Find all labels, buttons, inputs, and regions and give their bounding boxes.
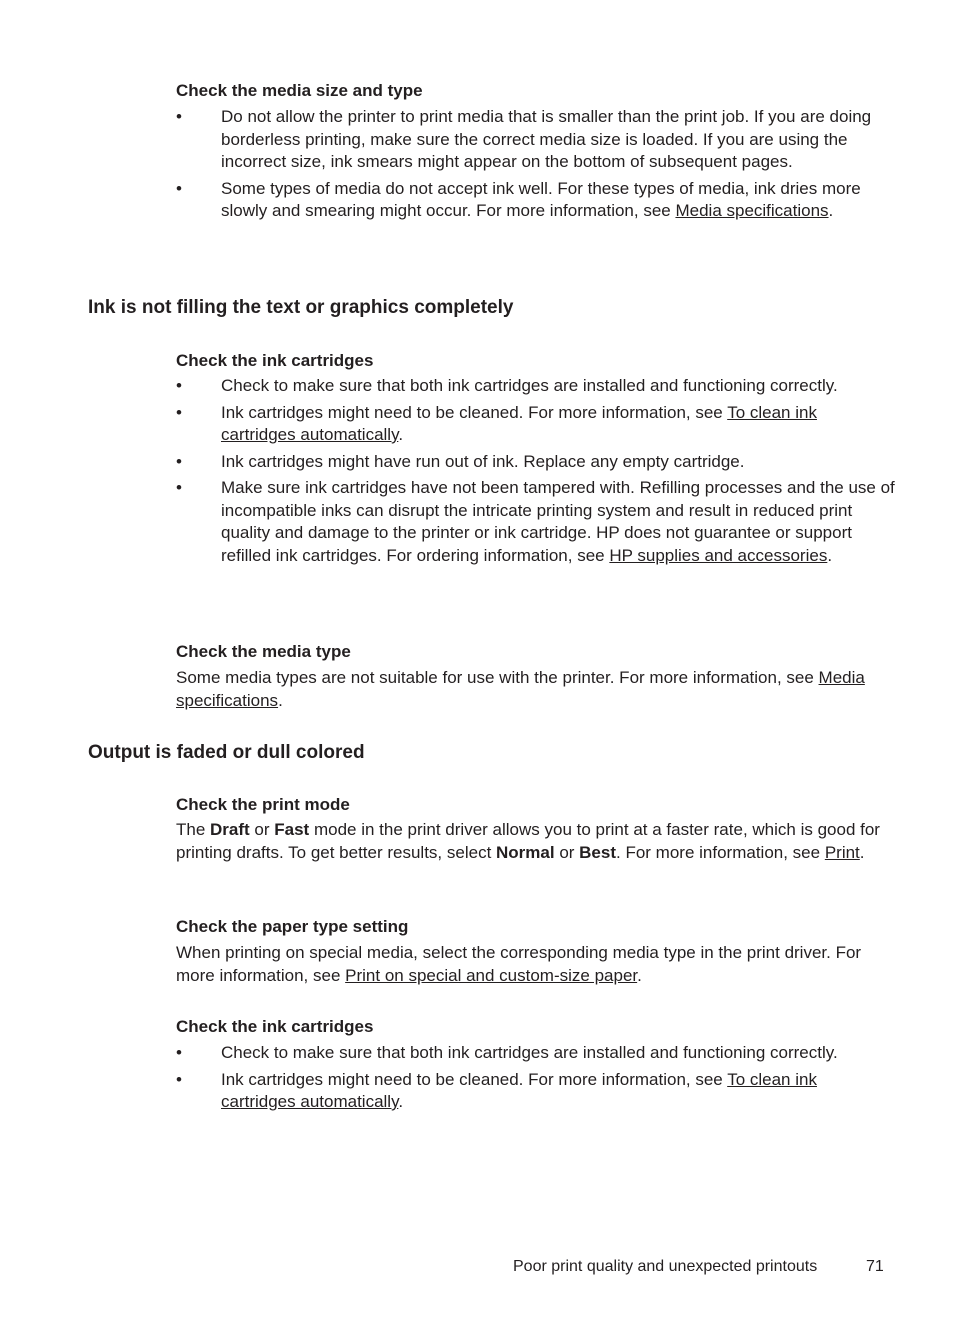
- list-item-text: Do not allow the printer to print media that is smaller than the print job. If you are doing borderless printing, make sure the correct media size is loaded. If you are using the incorrect size, ink smears might appear on the bottom of subsequent pages.: [221, 107, 872, 171]
- print-mode-paragraph: [176, 819, 896, 864]
- paragraph-text: . For more information, see: [616, 842, 825, 862]
- subheading-check-print-mode: Check the print mode: [176, 795, 350, 814]
- list-item: [176, 402, 896, 447]
- paragraph-text: When printing on special media, select the corresponding media type in the print driver. For more information, see: [176, 943, 862, 985]
- list-item-punct: .: [827, 545, 833, 565]
- list-item-text: Ink cartridges might need to be cleaned. For more information, see: [221, 1069, 728, 1089]
- paragraph-text: Some media types are not suitable for use with the printer. For more information, see: [176, 668, 819, 687]
- list-item: [176, 1042, 896, 1065]
- subheading-check-media-type: Check the media type: [176, 642, 351, 661]
- fast-mode-term: Fast: [274, 820, 310, 839]
- paper-type-paragraph: [176, 942, 896, 987]
- media-specifications-link[interactable]: Media specifications: [176, 668, 865, 710]
- list-item-text: Some types of media do not accept ink well. For these types of media, ink dries more slowly and smearing might occur. For more information, see: [221, 178, 861, 220]
- footer-section-title: Poor print quality and unexpected printouts: [513, 1258, 818, 1275]
- paragraph-punct: .: [637, 965, 642, 985]
- list-item-punct: .: [398, 1092, 404, 1111]
- hp-supplies-link[interactable]: HP supplies and accessories: [609, 545, 828, 565]
- media-type-paragraph: [176, 667, 896, 712]
- list-item-text: Ink cartridges might need to be cleaned. For more information, see: [221, 402, 728, 422]
- list-item: [176, 178, 896, 223]
- clean-cartridges-link[interactable]: To clean ink cartridges automatically: [221, 1069, 817, 1111]
- bullet: •: [176, 451, 182, 471]
- print-special-paper-link[interactable]: Print on special and custom-size paper: [345, 965, 638, 985]
- media-size-bullet-list: [176, 106, 896, 227]
- bullet: •: [176, 376, 182, 395]
- faded-ink-cartridges-bullet-list: [176, 1042, 896, 1118]
- bullet: •: [176, 478, 182, 497]
- list-item-text: Check to make sure that both ink cartridges are installed and functioning correctly.: [221, 376, 838, 395]
- list-item: [176, 451, 896, 474]
- list-item-text: Ink cartridges might have run out of ink. Replace any empty cartridge.: [221, 451, 745, 471]
- list-item: [176, 375, 896, 398]
- best-mode-term: Best: [579, 842, 617, 862]
- list-item: [176, 1069, 896, 1114]
- subheading-check-ink-cartridges: Check the ink cartridges: [176, 1017, 374, 1036]
- paragraph-text: mode in the print driver allows you to print at a faster rate, which is good for printing drafts. To get better results, select: [176, 820, 880, 862]
- paragraph-text: or: [249, 820, 275, 839]
- draft-mode-term: Draft: [210, 820, 250, 839]
- bullet: •: [176, 402, 182, 422]
- list-item-punct: .: [828, 201, 834, 220]
- paragraph-punct: .: [859, 842, 865, 862]
- ink-cartridges-bullet-list: [176, 375, 896, 571]
- clean-cartridges-link[interactable]: To clean ink cartridges automatically: [221, 402, 817, 444]
- paragraph-punct: .: [278, 690, 283, 710]
- bullet: •: [176, 1043, 182, 1062]
- paragraph-text: The: [176, 820, 211, 839]
- print-link[interactable]: Print: [824, 842, 860, 862]
- normal-mode-term: Normal: [496, 842, 555, 862]
- list-item-punct: .: [398, 425, 404, 444]
- heading-ink-not-filling: Ink is not filling the text or graphics completely: [88, 297, 514, 318]
- list-item-text: Make sure ink cartridges have not been tampered with. Refilling processes and the use of incompatible inks can disrupt the intricate printing system and result in reduced print quality and damage to the printer or ink cartridge. HP does not guarantee or support refilled ink cartridges. For ordering information, see: [221, 478, 895, 565]
- media-specifications-link[interactable]: Media specifications: [675, 201, 829, 220]
- list-item: [176, 106, 896, 174]
- bullet: •: [176, 107, 182, 126]
- bullet: •: [176, 1069, 182, 1089]
- subheading-media-size-type: Check the media size and type: [176, 81, 423, 100]
- bullet: •: [176, 178, 182, 198]
- subheading-check-ink-cartridges: Check the ink cartridges: [176, 351, 374, 370]
- list-item-text: Check to make sure that both ink cartridges are installed and functioning correctly.: [221, 1043, 838, 1062]
- paragraph-text: or: [554, 842, 580, 862]
- page-number: 71: [866, 1258, 884, 1275]
- subheading-check-paper-type: Check the paper type setting: [176, 917, 409, 936]
- list-item: [176, 477, 896, 567]
- heading-faded-output: Output is faded or dull colored: [88, 742, 365, 763]
